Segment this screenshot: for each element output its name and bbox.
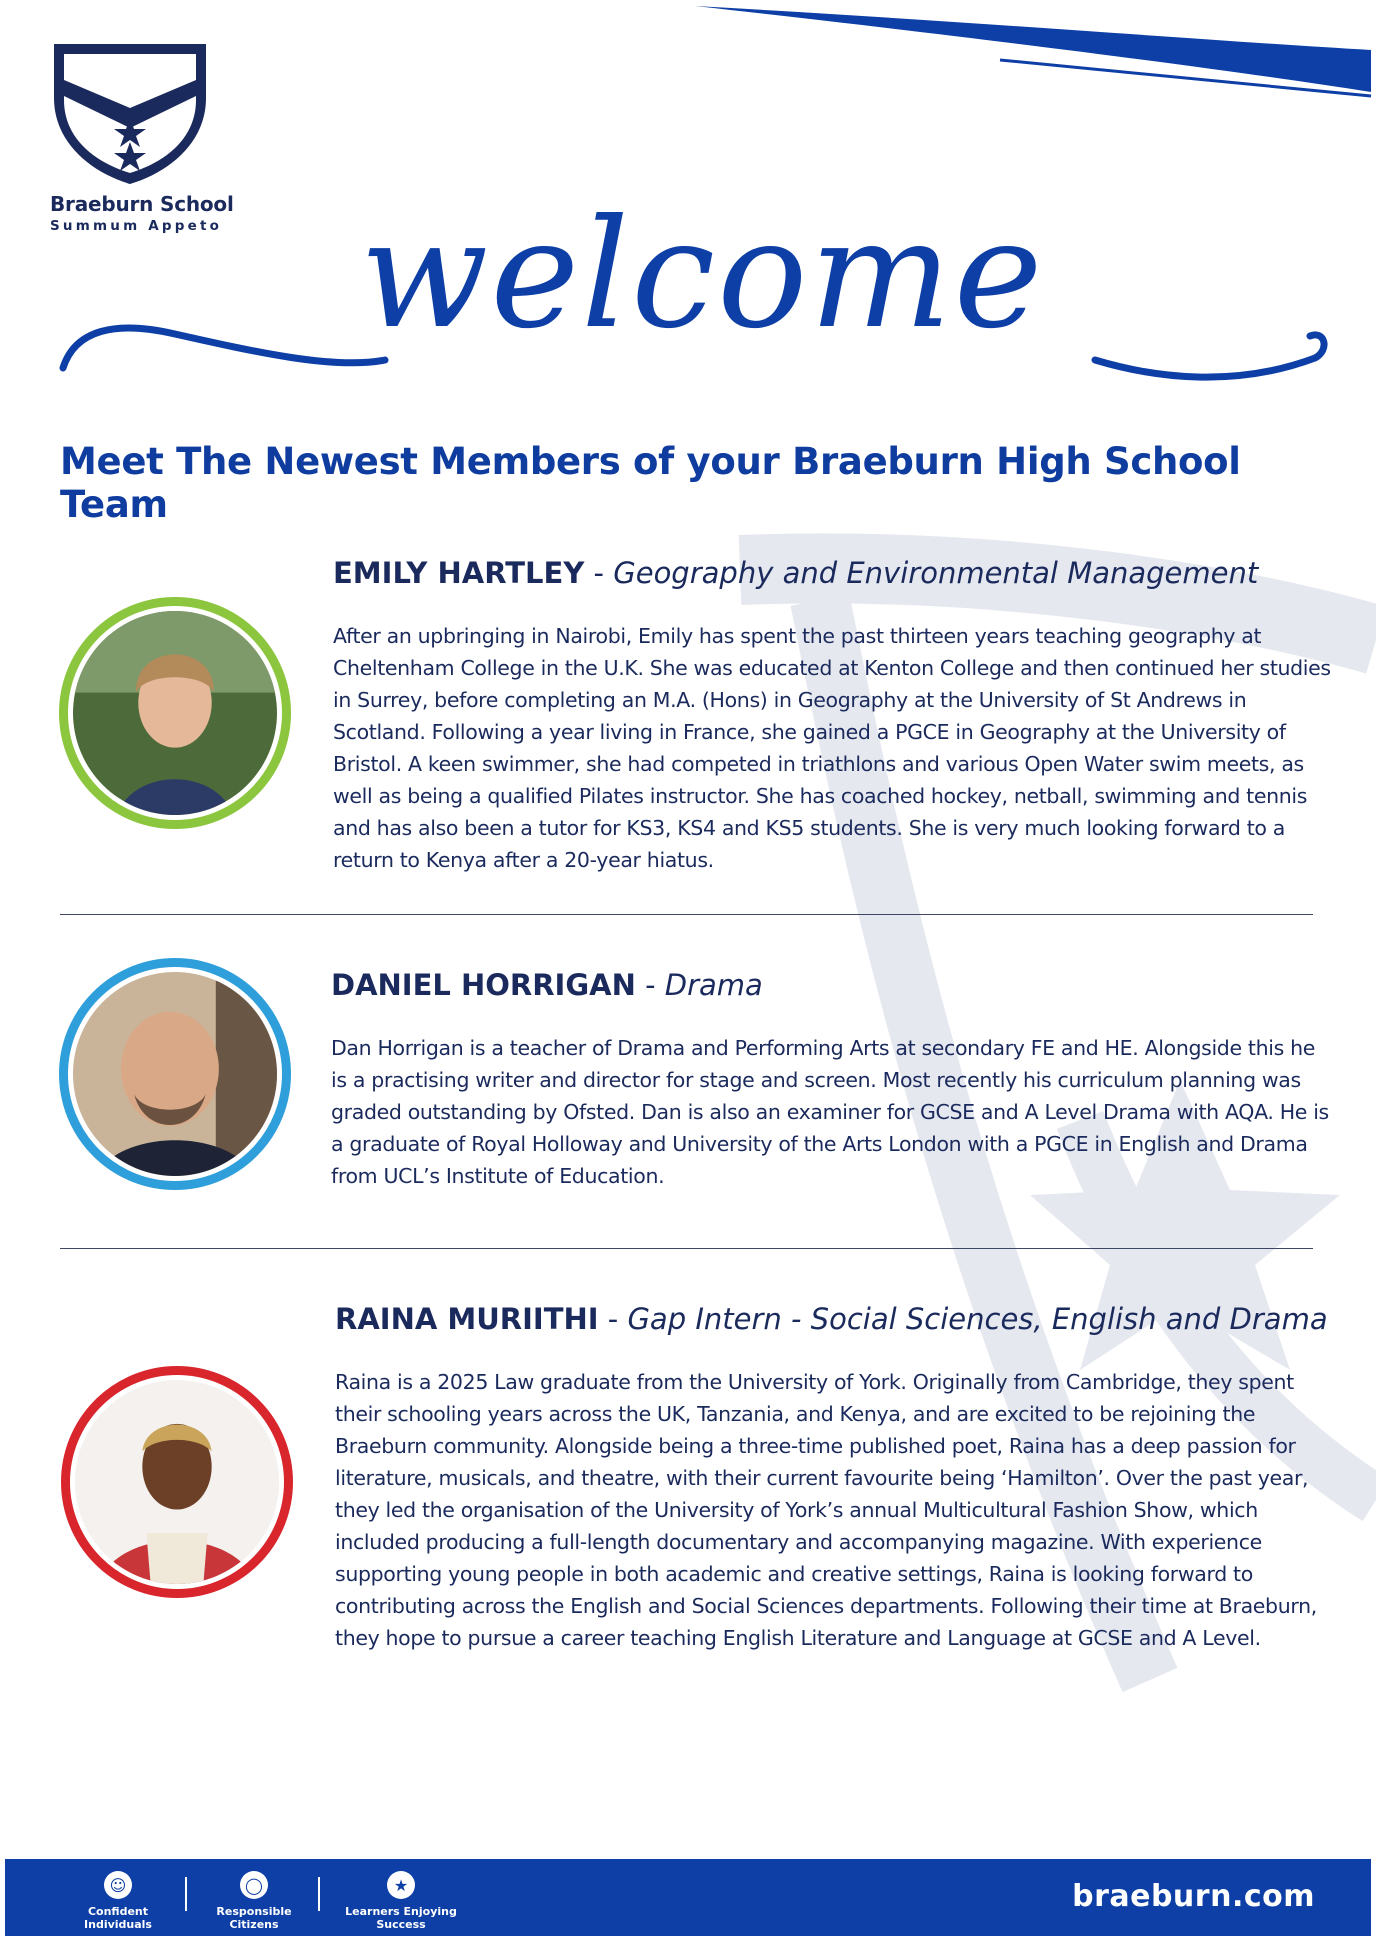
school-logo (50, 42, 234, 234)
person-icon: ☺ (104, 1871, 132, 1899)
shield-crest-icon (50, 42, 210, 187)
section-divider (60, 1248, 1313, 1249)
pillar-learners (325, 1871, 477, 1931)
staff-heading-daniel (331, 968, 763, 1002)
staff-photo-daniel (59, 958, 291, 1190)
school-motto: Summum Appeto (50, 218, 223, 234)
pillar-confident (53, 1871, 183, 1931)
staff-bio-emily: After an upbringing in Nairobi, Emily has spent the past thirteen years teaching geography at Cheltenham College in the U.K. She was educated at Kenton College and then continued her studies in Surrey, before completing an M.A. (Hons) in Geography at the University of St Andrews in Scotland. Following a year living in France, she gained a PGCE in Geography at the University of Bristol. A keen swimmer, she had competed in triathlons and various Open Water swim meets, as well as being a qualified Pilates instructor. She has coached hockey, netball, swimming and tennis and has also been a tutor for KS3, KS4 and KS5 students. She is very much looking forward to a return to Kenya after a 20-year hiatus. (333, 624, 1331, 872)
staff-name: DANIEL HORRIGAN (331, 968, 636, 1002)
pillar-label: Learners Enjoying Success (345, 1905, 457, 1931)
school-name: Braeburn School (50, 192, 234, 216)
staff-bio-raina: Raina is a 2025 Law graduate from the University of York. Originally from Cambridge, they spent their schooling years across the UK, Tanzania, and Kenya, and are excited to be rejoining the Braeburn community. Alongside being a three-time published poet, Raina has a deep passion for literature, musicals, and theatre, with their current favourite being ‘Hamilton’. Over the past year, they led the organisation of the University of York’s annual Multicultural Fashion Show, which included producing a full-length documentary and accompanying magazine. With experience supporting young people in both academic and creative settings, Raina is looking forward to contributing across the English and Social Sciences departments. Following their time at Braeburn, they hope to pursue a career teaching English Literature and Language at GCSE and A Level. (335, 1370, 1317, 1650)
staff-role: Gap Intern - Social Sciences, English and Drama (627, 1302, 1328, 1336)
portrait-image (75, 1380, 279, 1584)
footer-bar (5, 1859, 1371, 1936)
section-divider (60, 914, 1313, 915)
staff-bio-daniel: Dan Horrigan is a teacher of Drama and Performing Arts at secondary FE and HE. Alongside this he is a practising writer and director for stage and screen. Most recently his curriculum planning was graded outstanding by Ofsted. Dan is also an examiner for GCSE and A Level Drama with AQA. He is a graduate of Royal Holloway and University of the Arts London with a PGCE in English and Drama from UCL’s Institute of Education. (331, 1036, 1329, 1188)
globe-icon: ◯ (240, 1871, 268, 1899)
heading-separator: - (584, 556, 614, 590)
staff-photo-raina (61, 1366, 293, 1598)
staff-name: RAINA MURIITHI (335, 1302, 599, 1336)
heading-separator: - (635, 968, 665, 1002)
page-headline: Meet The Newest Members of your Braeburn High School Team (60, 440, 1241, 526)
pillar-label: Responsible Citizens (216, 1905, 292, 1931)
staff-photo-emily (59, 597, 291, 829)
portrait-image (73, 611, 277, 815)
pillar-responsible (193, 1871, 315, 1931)
pillar-separator (318, 1877, 320, 1911)
welcome-title: welcome (360, 188, 1045, 362)
pillar-separator (185, 1877, 187, 1911)
portrait-image (73, 972, 277, 1176)
staff-name: EMILY HARTLEY (333, 556, 585, 590)
top-swoosh (695, 6, 1371, 92)
pillar-label: Confident Individuals (84, 1905, 152, 1931)
website-link[interactable]: braeburn.com (1072, 1879, 1315, 1914)
staff-role: Geography and Environmental Management (613, 556, 1259, 590)
staff-heading-raina (335, 1302, 1328, 1336)
star-icon: ★ (387, 1871, 415, 1899)
heading-separator: - (598, 1302, 628, 1336)
staff-heading-emily (333, 556, 1258, 590)
staff-role: Drama (664, 968, 763, 1002)
